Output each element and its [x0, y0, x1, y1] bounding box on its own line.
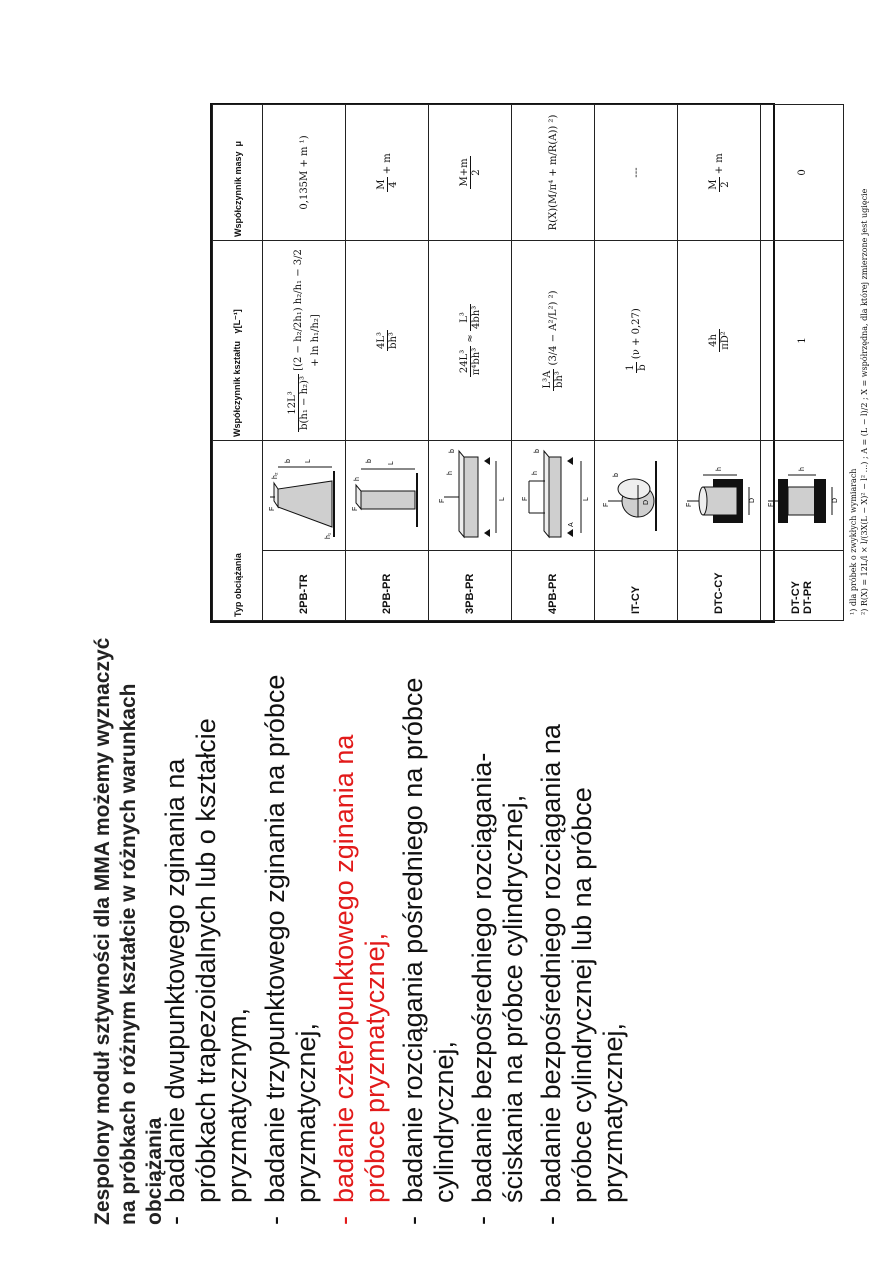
bullet-dash: -	[467, 1216, 497, 1225]
shape-factor-cell	[678, 240, 761, 440]
prism-specimen-figure	[346, 440, 429, 550]
fig-label: b	[366, 459, 373, 464]
fig-label: F	[439, 499, 446, 504]
fig-label: b	[449, 449, 456, 454]
fig-label: F	[686, 503, 693, 508]
shape-fraction	[459, 346, 482, 377]
cylinder-indirect-tension-icon	[600, 444, 672, 548]
bullet-text: badanie bezpośredniego rozciągania-ściskania na próbce cylindrycznej,	[467, 752, 528, 1203]
shape-denominator: b(h₁ − h₂)³	[299, 376, 310, 430]
bullet-dash: -	[398, 1216, 428, 1225]
shape-denominator: π⁴bh³	[470, 347, 482, 376]
fig-label: F	[522, 497, 529, 502]
table-header-row	[213, 104, 263, 620]
shape-denominator: bh³	[553, 371, 565, 389]
mass-factor-cell	[346, 104, 429, 240]
mass-factor-cell: 0,135M + m ¹)	[263, 104, 346, 240]
shape-fraction	[287, 374, 310, 432]
fig-label: D	[832, 498, 839, 504]
shape-fraction	[625, 362, 648, 372]
fig-label: L	[305, 459, 312, 464]
mass-fraction	[376, 177, 399, 191]
mass-numerator: M+m	[458, 158, 470, 187]
shape-factor-cell	[595, 240, 678, 440]
shape-rest: (3/4 − A²/L²) ²)	[547, 290, 559, 366]
trapezoid-specimen-figure	[263, 440, 346, 550]
shape-factor-cell: 1	[761, 240, 844, 440]
bullet-text: badanie dwupunktowego zginania na próbkach trapezoidalnych lub o kształcie pryzmatycznym,	[160, 718, 252, 1203]
shape-numerator: 24L³	[459, 346, 471, 377]
mass-denominator: 4	[387, 181, 399, 188]
bullet-text: badanie bezpośredniego rozciągania na próbce cylindrycznej lub na próbce pryzmatycznej,	[536, 724, 628, 1203]
trapezoid-specimen-icon	[268, 444, 340, 548]
fig-label: b	[534, 449, 541, 454]
shape-rest: (ν + 0,27)	[630, 308, 642, 360]
header-shape-label: Współczynnik kształtu	[232, 340, 242, 437]
footnote-2: ²) R(X) = 12L/l × l/(3X(L − X)² − l² ...) ; A = (L − l)/2 ; X = współrzędna, dla której zmierzone jest ugięcie	[860, 188, 869, 615]
header-mass-label: Współczynnik masy	[232, 151, 243, 237]
shape-numerator-2: L³	[459, 304, 471, 331]
mass-numerator: M	[707, 179, 719, 190]
prism-cantilever-icon	[351, 444, 423, 548]
bullet-dash: -	[260, 1216, 290, 1225]
mass-fraction	[708, 177, 731, 191]
shape-numerator: 12L³	[287, 374, 299, 432]
cylinder-tension-compression-icon	[683, 444, 755, 548]
fig-label: h	[354, 477, 361, 482]
bullet-item-4	[398, 655, 460, 1225]
shape-approx: ≈	[464, 334, 476, 343]
mass-factor-cell: ---	[595, 104, 678, 240]
table-row	[678, 104, 761, 620]
bullet-item-3	[329, 655, 391, 1225]
shape-factor-cell	[263, 240, 346, 440]
shape-fraction	[708, 329, 731, 352]
bullet-item-1	[160, 655, 253, 1225]
direct-tension-compression-figure	[678, 440, 761, 550]
table-row	[263, 104, 346, 620]
fig-label: h	[716, 467, 723, 472]
shape-factor-cell	[512, 240, 595, 440]
row-code: IT-CY	[595, 551, 678, 621]
shape-factor-cell	[346, 240, 429, 440]
indirect-tension-figure	[595, 440, 678, 550]
header-shape-factor	[213, 240, 263, 440]
shape-numerator: 1	[625, 362, 637, 372]
row-code: DT-CY DT-PR	[761, 551, 844, 621]
bullet-item-5	[467, 655, 529, 1225]
header-load-type: Typ obciążania	[213, 440, 263, 620]
fig-label: F	[352, 507, 359, 512]
row-code: 3PB-PR	[429, 551, 512, 621]
test-type-table	[210, 103, 869, 623]
header-shape-symbol: γ[L⁻¹]	[232, 309, 242, 334]
bullet-text: badanie rozciągania pośredniego na próbce cylindrycznej,	[398, 677, 459, 1203]
row-code: 2PB-TR	[263, 551, 346, 621]
shape-fraction-2	[459, 304, 482, 331]
bullet-text: badanie czteropunktowego zginania na próbce pryzmatycznej,	[329, 734, 390, 1203]
mass-factor-cell: R(X)(M/π⁴ + m/R(A)) ²)	[512, 104, 595, 240]
fig-label: L	[388, 461, 395, 466]
bullet-dash: -	[160, 1216, 190, 1225]
table-row	[761, 104, 844, 620]
fig-label: F	[269, 507, 276, 512]
three-point-bending-icon	[434, 444, 506, 548]
bullet-item-2	[260, 655, 322, 1225]
fig-label: D	[643, 500, 650, 506]
mass-rest: + m	[381, 153, 393, 175]
row-code: 2PB-PR	[346, 551, 429, 621]
four-point-figure	[512, 440, 595, 550]
three-point-figure	[429, 440, 512, 550]
four-point-bending-icon	[517, 444, 589, 548]
bullet-dash: -	[329, 1216, 359, 1225]
shape-factor-cell	[429, 240, 512, 440]
fig-label: h₂	[272, 472, 279, 480]
bullet-text: badanie trzypunktowego zginania na próbce pryzmatycznej,	[260, 674, 321, 1203]
table-row	[512, 104, 595, 620]
mass-factor-cell	[429, 104, 512, 240]
fig-label: D	[749, 498, 756, 504]
shape-numerator: 4h	[708, 329, 720, 352]
mass-rest: + m	[713, 153, 725, 175]
bullet-list	[160, 655, 636, 1225]
shape-rest: [(2 − h₂/2h₁) h₂/h₁ − 3/2 + ln h₁/h₂]	[293, 249, 321, 371]
fig-label: L	[499, 497, 506, 502]
fig-label: A	[568, 522, 575, 528]
mass-numerator: M	[375, 179, 387, 190]
rotated-slide	[60, 55, 869, 1225]
fig-label: F	[603, 503, 610, 508]
shape-fraction	[376, 330, 399, 351]
shape-numerator: L³A	[541, 370, 553, 389]
slide-title: Zespolony moduł sztywności dla MMA możemy wyznaczyć na próbkach o różnym kształcie w różnych warunkach obciążania	[91, 637, 166, 1225]
fig-label: h	[447, 471, 454, 476]
fig-label: h	[532, 471, 539, 476]
row-code: 4PB-PR	[512, 551, 595, 621]
fig-label: b	[285, 459, 292, 464]
fig-label: b	[613, 473, 620, 478]
mass-fraction	[459, 156, 482, 188]
mass-factor-cell	[678, 104, 761, 240]
table-footnotes	[844, 105, 874, 621]
footnote-1: ¹) dla próbek o zwykłych wymiarach	[849, 468, 858, 615]
fig-label: L	[583, 497, 590, 502]
header-mass-symbol: μ	[232, 140, 243, 147]
mass-denominator: 2	[719, 181, 731, 188]
shape-numerator: 4L³	[375, 331, 387, 349]
mass-denominator: 2	[470, 169, 482, 176]
fig-label: F	[768, 503, 775, 508]
table-row	[429, 104, 512, 620]
header-mass-factor	[213, 104, 263, 240]
shape-denominator: πD²	[719, 331, 731, 350]
shape-denominator-2: 4bh³	[470, 305, 482, 329]
shape-denominator: bh³	[387, 332, 399, 349]
mass-factor-cell: 0	[761, 104, 844, 240]
table-row	[346, 104, 429, 620]
cylinder-direct-tension-icon	[766, 444, 838, 548]
fig-label: h₁	[325, 533, 332, 540]
direct-tension-figure	[761, 440, 844, 550]
bullet-dash: -	[536, 1216, 566, 1225]
shape-denominator: b	[636, 364, 648, 371]
table-row	[595, 104, 678, 620]
row-code: DTC-CY	[678, 551, 761, 621]
shape-fraction	[542, 369, 565, 391]
fig-label: h	[799, 467, 806, 472]
bullet-item-6	[536, 655, 629, 1225]
